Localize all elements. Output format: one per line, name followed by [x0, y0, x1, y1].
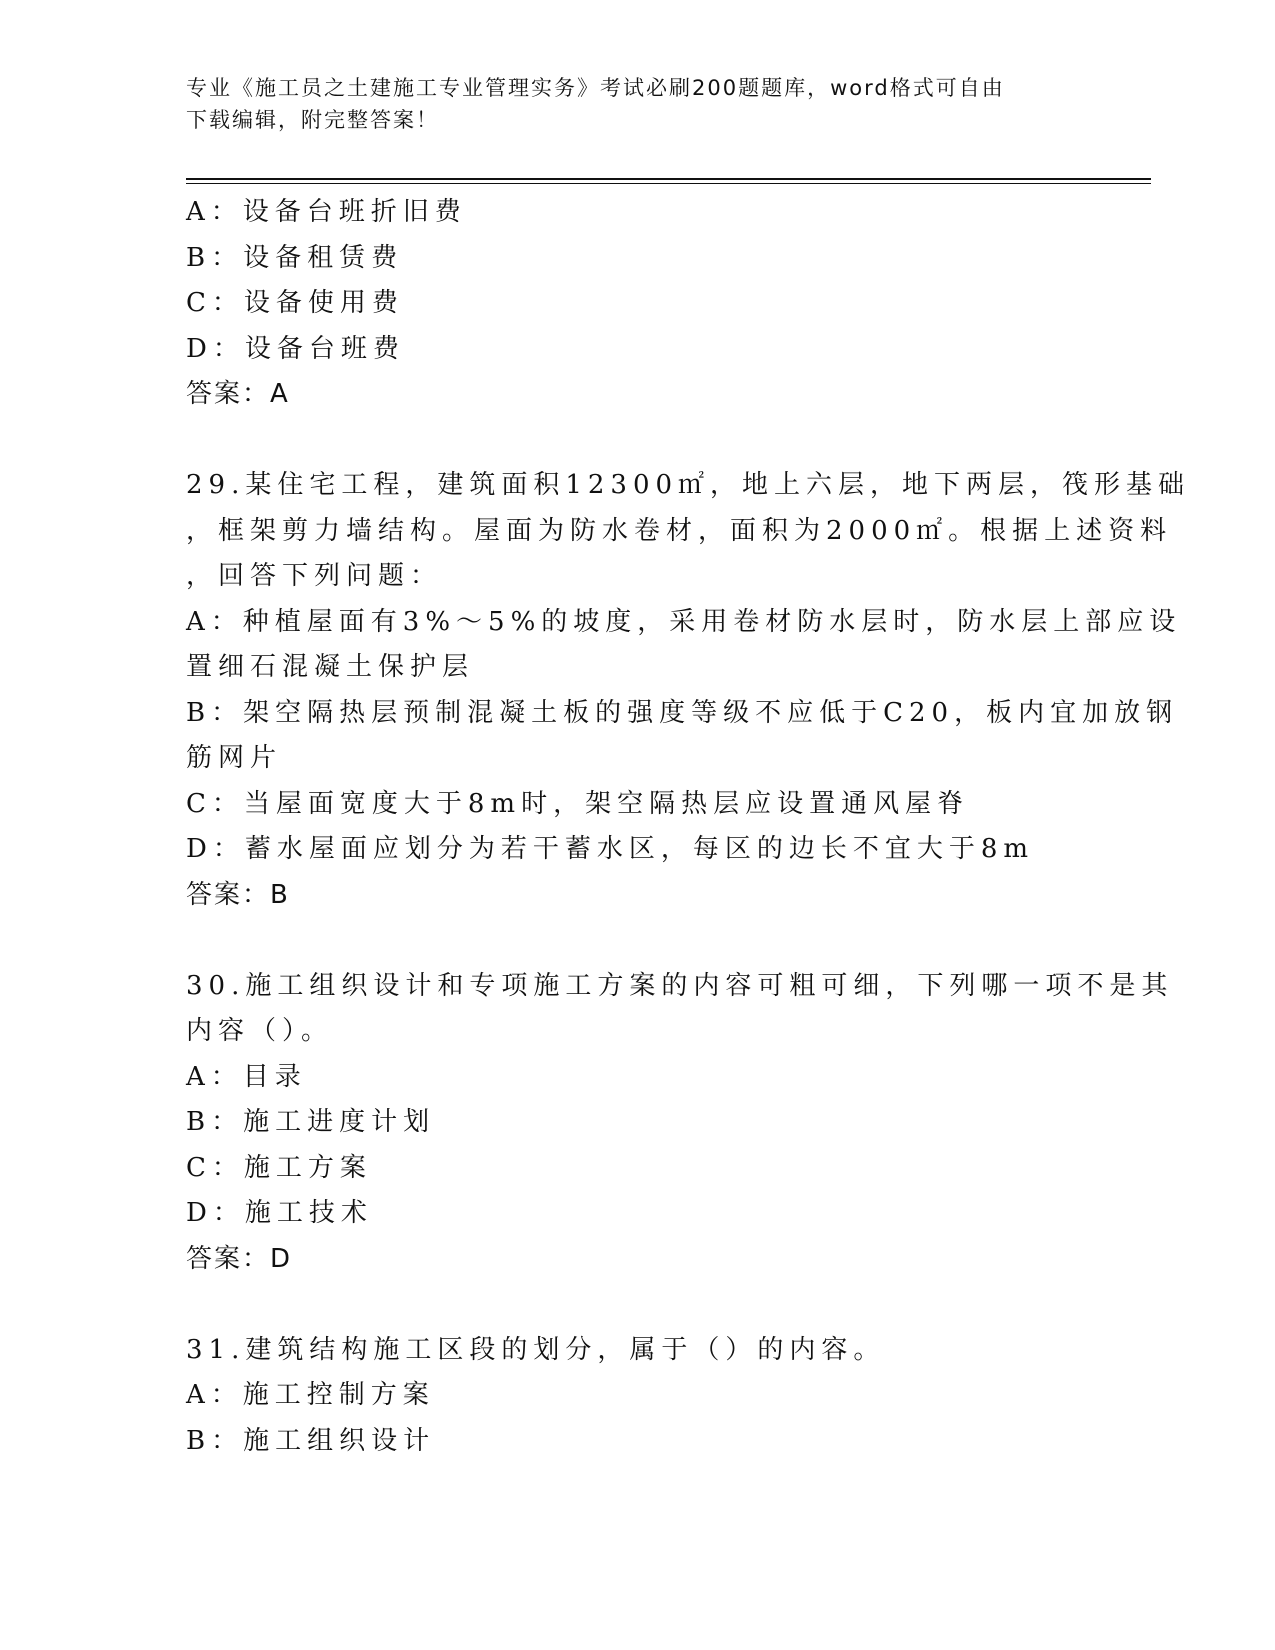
question-30	[186, 964, 1174, 1283]
answer: 答案：D	[186, 1243, 293, 1274]
question-29	[186, 463, 1191, 918]
question-stem: 31.建筑结构施工区段的划分，属于（）的内容。	[186, 1334, 886, 1365]
question-stem: 30.施工组织设计和专项施工方案的内容可粗可细，下列哪一项不是其	[186, 970, 1174, 1001]
question-list	[186, 190, 1191, 1464]
option-a: A：施工控制方案	[186, 1380, 435, 1410]
answer: 答案：A	[186, 379, 290, 409]
question-stem: ，框架剪力墙结构。屋面为防水卷材，面积为2000㎡。根据上述资料	[186, 515, 1173, 546]
option-b: B：施工进度计划	[186, 1107, 436, 1137]
spacer	[186, 418, 1086, 464]
header-line-1: 专业《施工员之土建施工专业管理实务》考试必刷200题题库，word格式可自由	[186, 76, 1005, 100]
spacer	[186, 1282, 1086, 1328]
answer: 答案：B	[186, 879, 290, 910]
option-b: B：设备租赁费	[186, 242, 404, 273]
option-d: D：设备台班费	[186, 333, 405, 364]
document-header	[186, 72, 1086, 136]
spacer	[186, 918, 1086, 964]
option-c: C：当屋面宽度大于8m时，架空隔热层应设置通风屋脊	[186, 788, 970, 819]
question-28	[186, 190, 1086, 418]
option-b: B：架空隔热层预制混凝土板的强度等级不应低于C20，板内宜加放钢	[186, 697, 1179, 728]
option-c: C：施工方案	[186, 1152, 372, 1183]
option-a: A：目录	[186, 1061, 307, 1092]
header-divider-thin	[186, 183, 1151, 184]
question-stem: 内容（）。	[186, 1016, 334, 1046]
question-stem: 29.某住宅工程，建筑面积12300㎡，地上六层，地下两层，筏形基础	[186, 470, 1191, 500]
question-stem: ，回答下列问题：	[186, 561, 443, 591]
question-31	[186, 1328, 1086, 1465]
option-a-cont: 置细石混凝土保护层	[186, 652, 475, 682]
header-divider-thick	[186, 178, 1151, 180]
option-d: D：施工技术	[186, 1198, 373, 1228]
option-d: D：蓄水屋面应划分为若干蓄水区，每区的边长不宜大于8m	[186, 834, 1035, 864]
header-line-2: 下载编辑，附完整答案！	[186, 108, 439, 132]
option-b-cont: 筋网片	[186, 743, 283, 773]
option-c: C：设备使用费	[186, 288, 404, 318]
option-b: B：施工组织设计	[186, 1425, 436, 1456]
option-a: A：种植屋面有3%～5%的坡度，采用卷材防水层时，防水层上部应设	[186, 606, 1182, 637]
option-a: A：设备台班折旧费	[186, 197, 467, 227]
